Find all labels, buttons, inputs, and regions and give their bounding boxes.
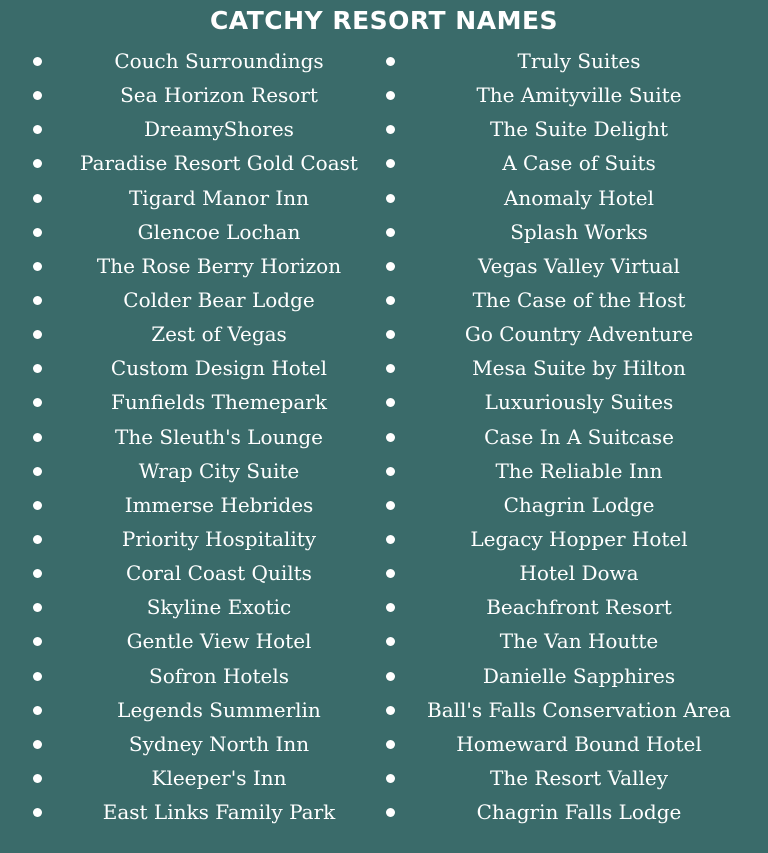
list-item <box>0 385 400 419</box>
bullet-icon <box>386 569 395 578</box>
resort-name: Legacy Hopper Hotel <box>470 526 688 551</box>
list-item <box>380 659 768 693</box>
resort-name: Hotel Dowa <box>519 561 639 586</box>
list-item <box>0 624 400 658</box>
bullet-icon <box>386 91 395 100</box>
resort-name: Colder Bear Lodge <box>123 287 315 312</box>
resort-name: Chagrin Falls Lodge <box>476 800 682 825</box>
list-item <box>0 727 400 761</box>
list-item <box>380 420 768 454</box>
list-item <box>0 795 400 829</box>
bullet-icon <box>33 740 42 749</box>
bullet-icon <box>386 398 395 407</box>
resort-name: Gentle View Hotel <box>126 629 312 654</box>
bullet-icon <box>386 774 395 783</box>
bullet-icon <box>33 637 42 646</box>
bullet-icon <box>386 364 395 373</box>
list-item <box>0 590 400 624</box>
bullet-icon <box>33 467 42 476</box>
list-item <box>380 522 768 556</box>
resort-name: Zest of Vegas <box>151 322 287 347</box>
list-item <box>380 454 768 488</box>
list-item <box>380 624 768 658</box>
list-item <box>0 215 400 249</box>
resort-name: Ball's Falls Conservation Area <box>427 697 731 722</box>
bullet-icon <box>33 774 42 783</box>
list-item <box>380 44 768 78</box>
list-item <box>0 317 400 351</box>
list-item <box>380 795 768 829</box>
resort-name: Priority Hospitality <box>121 526 317 551</box>
bullet-icon <box>33 569 42 578</box>
left-name-list <box>0 44 400 829</box>
resort-name: Danielle Sapphires <box>482 663 676 688</box>
list-item <box>0 454 400 488</box>
bullet-icon <box>33 672 42 681</box>
bullet-icon <box>33 433 42 442</box>
bullet-icon <box>386 228 395 237</box>
list-item <box>0 44 400 78</box>
bullet-icon <box>33 159 42 168</box>
resort-name: The Resort Valley <box>489 765 669 790</box>
list-item <box>380 146 768 180</box>
bullet-icon <box>386 262 395 271</box>
resort-name: The Reliable Inn <box>495 458 663 483</box>
resort-name: The Amityville Suite <box>476 83 682 108</box>
bullet-icon <box>386 296 395 305</box>
resort-name: Beachfront Resort <box>486 595 672 620</box>
resort-name: The Case of the Host <box>472 287 686 312</box>
list-item <box>380 215 768 249</box>
resort-name: Homeward Bound Hotel <box>456 731 702 756</box>
resort-name: The Van Houtte <box>499 629 659 654</box>
bullet-icon <box>386 535 395 544</box>
resort-name: Glencoe Lochan <box>137 219 301 244</box>
resort-name: Immerse Hebrides <box>124 492 314 517</box>
bullet-icon <box>33 398 42 407</box>
list-item <box>0 659 400 693</box>
bullet-icon <box>386 330 395 339</box>
bullet-icon <box>386 433 395 442</box>
list-item <box>380 590 768 624</box>
bullet-icon <box>386 467 395 476</box>
bullet-icon <box>386 603 395 612</box>
list-item <box>0 146 400 180</box>
list-item <box>380 385 768 419</box>
resort-name: Vegas Valley Virtual <box>478 253 680 278</box>
bullet-icon <box>33 706 42 715</box>
resort-name: The Rose Berry Horizon <box>96 253 342 278</box>
bullet-icon <box>33 57 42 66</box>
resort-name: Funfields Themepark <box>111 390 327 415</box>
resort-name: The Sleuth's Lounge <box>115 424 323 449</box>
list-item <box>380 727 768 761</box>
list-item <box>380 761 768 795</box>
list-item <box>380 283 768 317</box>
resort-name: Kleeper's Inn <box>151 765 287 790</box>
resort-name: Chagrin Lodge <box>503 492 655 517</box>
bullet-icon <box>33 535 42 544</box>
resort-name: Anomaly Hotel <box>503 185 655 210</box>
resort-name: Legends Summerlin <box>117 697 321 722</box>
resort-name: Mesa Suite by Hilton <box>472 356 686 381</box>
list-item <box>380 112 768 146</box>
resort-name: A Case of Suits <box>502 151 656 176</box>
bullet-icon <box>33 91 42 100</box>
page-title: CATCHY RESORT NAMES <box>209 6 559 35</box>
list-item <box>0 283 400 317</box>
bullet-icon <box>33 808 42 817</box>
list-item <box>0 112 400 146</box>
list-item <box>0 78 400 112</box>
bullet-icon <box>33 364 42 373</box>
bullet-icon <box>33 125 42 134</box>
list-item <box>0 693 400 727</box>
bullet-icon <box>33 501 42 510</box>
resort-name: Couch Surroundings <box>114 49 324 73</box>
bullet-icon <box>386 501 395 510</box>
list-item <box>0 556 400 590</box>
resort-name: Sea Horizon Resort <box>120 83 318 108</box>
resort-name: Custom Design Hotel <box>110 356 328 381</box>
bullet-icon <box>386 672 395 681</box>
list-item <box>380 556 768 590</box>
bullet-icon <box>33 262 42 271</box>
list-item <box>0 351 400 385</box>
bullet-icon <box>386 159 395 168</box>
resort-name: Wrap City Suite <box>138 458 300 483</box>
list-item <box>380 488 768 522</box>
resort-name: Coral Coast Quilts <box>126 561 312 586</box>
resort-name: East Links Family Park <box>102 800 336 825</box>
list-item <box>0 420 400 454</box>
bullet-icon <box>386 57 395 66</box>
right-name-list <box>380 44 768 829</box>
list-item <box>380 351 768 385</box>
resort-name: DreamyShores <box>144 117 294 142</box>
resort-name: Truly Suites <box>517 49 641 73</box>
resort-name: The Suite Delight <box>489 117 668 142</box>
resort-name: Skyline Exotic <box>146 595 292 620</box>
list-item <box>380 78 768 112</box>
resort-name: Tigard Manor Inn <box>128 185 310 210</box>
bullet-icon <box>386 808 395 817</box>
bullet-icon <box>33 603 42 612</box>
list-item <box>0 488 400 522</box>
list-item <box>0 522 400 556</box>
resort-name: Go Country Adventure <box>464 322 694 347</box>
list-item <box>380 181 768 215</box>
resort-name: Sydney North Inn <box>128 731 310 756</box>
list-item <box>0 181 400 215</box>
list-item <box>380 317 768 351</box>
bullet-icon <box>386 194 395 203</box>
bullet-icon <box>386 706 395 715</box>
resort-name: Case In A Suitcase <box>484 424 674 449</box>
bullet-icon <box>386 637 395 646</box>
resort-name: Splash Works <box>510 219 648 244</box>
list-item <box>0 761 400 795</box>
resort-name: Sofron Hotels <box>149 663 289 688</box>
list-item <box>0 249 400 283</box>
bullet-icon <box>386 740 395 749</box>
list-item <box>380 249 768 283</box>
bullet-icon <box>386 125 395 134</box>
bullet-icon <box>33 330 42 339</box>
bullet-icon <box>33 228 42 237</box>
list-item <box>380 693 768 727</box>
resort-name: Paradise Resort Gold Coast <box>80 151 358 176</box>
resort-name: Luxuriously Suites <box>484 390 674 415</box>
bullet-icon <box>33 296 42 305</box>
bullet-icon <box>33 194 42 203</box>
